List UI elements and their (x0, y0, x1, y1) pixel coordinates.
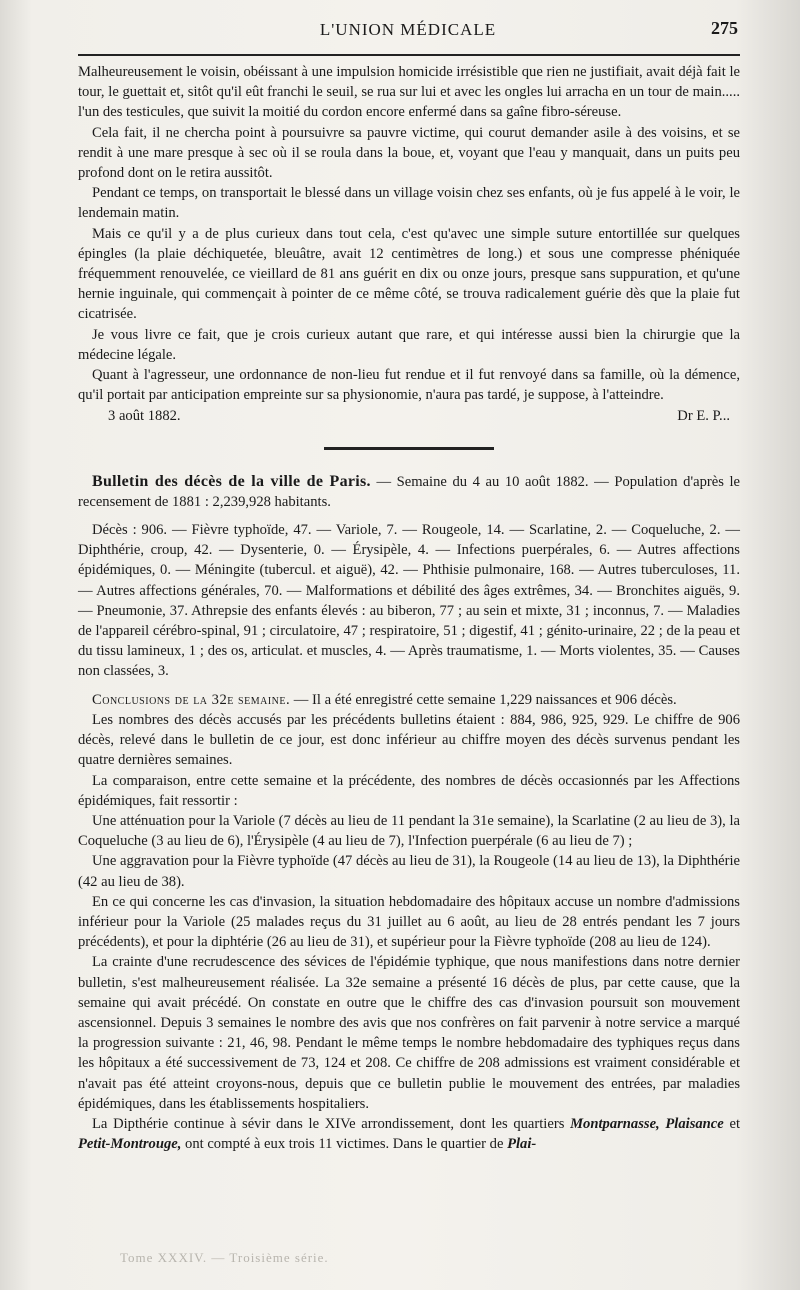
paragraph: Malheureusement le voisin, obéissant à une impulsion homicide irrésistible que rien ne justifiait, avait déjà fait le tour, le guettait et, sitôt qu'il eût franchi le seuil, se rua sur lui et avec les ongles lui arracha en un tour de main..... l'un des testicules, que suivit la moitié du cordon encore enfermé dans sa gaîne fibro-séreuse. (78, 64, 740, 121)
paragraph: La crainte d'une recrudescence des sévices de l'épidémie typhique, que nous manifestions dans notre dernier bulletin, s'est malheureusement réalisée. La 32e semaine a présenté 16 décès de plus, par cette cause, que la semaine qui avait précédé. On constate en outre que le chiffre des cas d'invasion poursuit son mouvement ascensionnel. Depuis 3 semaines le nombre des avis que nos confrères on fait parvenir à notre service a marqué la progression suivante : 21, 46, 98. Pendant le même temps le nombre hebdomadaire des typhiques reçus dans les hôpitaux a été successivement de 73, 124 et 208. Ce chiffre de 208 admissions est vraiment considérable et n'avait pas été atteint croyons-nous, depuis que ce bulletin publie le mouvement des entrées, par maladies épidémiques, dans les établissements hospitaliers. (78, 954, 740, 1112)
dateline (78, 406, 740, 426)
text-run: et (723, 1115, 740, 1132)
paragraph: Les nombres des décès accusés par les précédents bulletins étaient : 884, 986, 925, 929. Le chiffre de 906 décès, relevé dans le bulletin de ce jour, est donc inférieur au chiffre moyen des décès survenus pendant les quatre dernières semaines. (78, 711, 740, 769)
conclusions (78, 690, 740, 710)
paragraph: Une atténuation pour la Variole (7 décès au lieu de 11 pendant la 31e semaine), la Scarlatine (2 au lieu de 3), la Coqueluche (3 au lieu de 6), l'Érysipèle (4 au lieu de 7), l'Infection puerpérale (6 au lieu de 7) ; (78, 812, 740, 850)
article-body (78, 62, 740, 1154)
signature: Dr E. P... (677, 408, 730, 425)
bulletin-header (78, 472, 740, 512)
paragraph: Mais ce qu'il y a de plus curieux dans tout cela, c'est qu'avec une simple suture entortillée sur quelques épingles (la plaie déchiquetée, bleuâtre, avait 12 centimètres de long.) et sous une compresse phéniquée fréquemment renouvelée, ce vieillard de 81 ans guérit en dix ou onze jours, presque sans suppuration, et qu'une hernie inguinale, qui commençait à pointer de ce même côté, se trouva radicalement guérie dès que la plaie fut cicatrisée. (78, 225, 740, 323)
conclusions-text: — Il a été enregistré cette semaine 1,229 naissances et 906 décès. (290, 691, 677, 708)
page-header (78, 18, 738, 48)
paragraph: En ce qui concerne les cas d'invasion, la situation hebdomadaire des hôpitaux accuse un nombre d'admissions inférieur pour la Variole (25 malades reçus du 31 juillet au 6 août, au lieu de 28 entrés pendant les 7 jours précédents), et pour la diphtérie (26 au lieu de 31), et supérieur pour la Fièvre typhoïde (208 au lieu de 124). (78, 893, 740, 951)
page-number: 275 (711, 18, 738, 38)
paragraph: Je vous livre ce fait, que je crois curieux autant que rare, et qui intéresse aussi bien la chirurgie que la médecine légale. (78, 326, 740, 363)
place-name: Petit-Montrouge, (78, 1136, 182, 1153)
place-name: Plai- (507, 1136, 537, 1153)
death-statistics: Décès : 906. — Fièvre typhoïde, 47. — Variole, 7. — Rougeole, 14. — Scarlatine, 2. — Coqueluche, 2. — Diphthérie, croup, 42. — Dysenterie, 0. — Érysipèle, 4. — Infections puerpérales, 6. — Autres affections épidémiques, 0. — Méningite (tubercul. et aiguë), 42. — Phthisie pulmonaire, 168. — Autres tuberculoses, 11. — Autres affections générales, 70. — Malformations et débilité des âges extrêmes, 34. — Bronchites aiguës, 9. — Pneumonie, 37. Athrepsie des enfants élevés : au biberon, 77 ; au sein et mixte, 31 ; inconnus, 7. — Maladies de l'appareil cérébro-spinal, 91 ; circulatoire, 47 ; respiratoire, 51 ; digestif, 41 ; génito-urinaire, 22 ; de la peau et du tissu lamineux, 1 ; des os, articulat. et muscles, 4. — Après traumatisme, 1. — Morts violentes, 35. — Causes non classées, 3. (78, 522, 740, 680)
bulletin-intro: — Semaine du 4 au 10 août 1882. — Population d'après le recensement de 1881 : 2,239,928 habitants. (78, 473, 740, 510)
paragraph: La comparaison, entre cette semaine et la précédente, des nombres de décès occasionnés par les Affections épidémiques, fait ressortir : (78, 772, 740, 809)
bulletin-title: Bulletin des décès de la ville de Paris. (92, 472, 371, 490)
paragraph: Cela fait, il ne chercha point à poursuivre sa pauvre victime, qui courut demander asile à des voisins, et se rendit à une mare presque à sec où il se roula dans la boue, et, voyant que l'eau y manquait, dans un puits peu profond dont on le retira aussitôt. (78, 124, 740, 182)
faded-footer: Tome XXXIV. — Troisième série. (120, 1250, 329, 1265)
place-name: Montparnasse, Plaisance (570, 1115, 724, 1132)
paragraph: Quant à l'agresseur, une ordonnance de non-lieu fut rendue et il fut renvoyé dans sa famille, où la démence, qu'il portait par anticipation empreinte sur sa physionomie, n'aura pas tardé, je suppose, à l'atteindre. (78, 367, 740, 404)
header-rule (78, 54, 740, 56)
conclusions-label: Conclusions de la 32e semaine. (92, 691, 291, 708)
text-run: ont compté à eux trois 11 victimes. Dans le quartier de (181, 1136, 508, 1153)
letter-date: 3 août 1882. (108, 408, 181, 425)
paragraph: Pendant ce temps, on transportait le blessé dans un village voisin chez ses enfants, où je fus appelé à le voir, le lendemain matin. (78, 185, 740, 222)
running-title: L'UNION MÉDICALE (319, 20, 497, 39)
paragraph (78, 1114, 740, 1154)
text-run: La Dipthérie continue à sévir dans le XIVe arrondissement, dont les quartiers (92, 1115, 571, 1132)
section-divider (324, 447, 494, 450)
paragraph: Une aggravation pour la Fièvre typhoïde (47 décès au lieu de 31), la Rougeole (14 au lieu de 13), la Diphthérie (42 au lieu de 38). (78, 853, 740, 890)
